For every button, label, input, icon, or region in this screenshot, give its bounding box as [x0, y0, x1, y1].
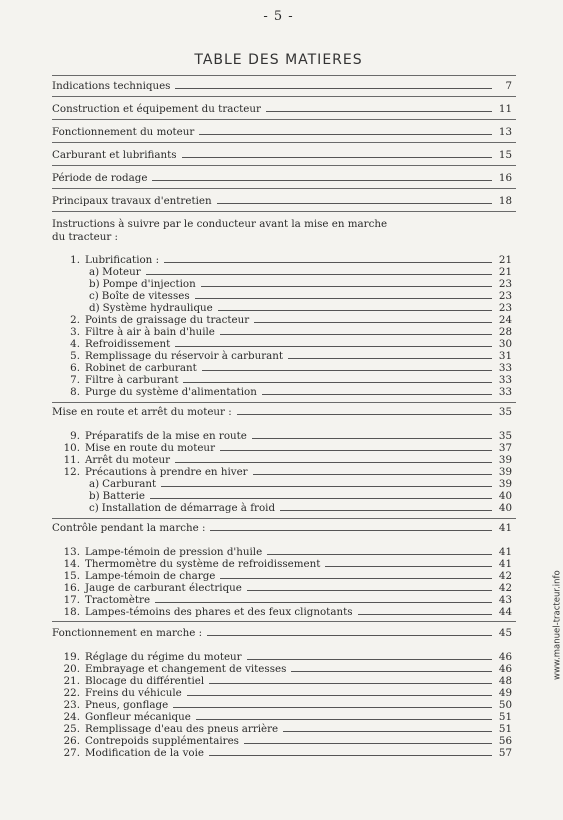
toc-entry-page: 45	[498, 627, 512, 639]
toc-section[interactable]	[52, 522, 512, 534]
sub-letter: c)	[89, 290, 99, 302]
toc-entry-label: Tractomètre	[85, 594, 151, 606]
leader-line	[164, 261, 492, 263]
toc-entry-page: 35	[498, 430, 512, 442]
toc-entry[interactable]	[52, 466, 512, 478]
toc-subentry[interactable]	[89, 266, 512, 278]
toc-entry-page: 23	[498, 290, 512, 302]
toc-entry[interactable]	[52, 723, 512, 735]
toc-subentry[interactable]	[89, 302, 512, 314]
toc-entry-page: 49	[498, 687, 512, 699]
item-number: 8.	[70, 386, 80, 398]
item-number: 15.	[63, 570, 80, 582]
toc-entry-label: Lubrification :	[85, 254, 160, 266]
toc-entry-page: 39	[498, 454, 512, 466]
toc-entry-page: 16	[498, 172, 512, 184]
toc-section-label: Contrôle pendant la marche :	[52, 522, 206, 534]
toc-subentry[interactable]	[89, 278, 512, 290]
toc-entry-page: 30	[498, 338, 512, 350]
toc-entry-label: Pompe d'injection	[102, 278, 196, 290]
toc-entry[interactable]	[52, 699, 512, 711]
item-number: 21.	[63, 675, 80, 687]
divider	[52, 211, 516, 212]
leader-line	[244, 742, 492, 744]
toc-section-label: Fonctionnement en marche :	[52, 627, 203, 639]
toc-entry-page: 51	[498, 723, 512, 735]
item-number: 17.	[63, 594, 80, 606]
toc-entry-page: 48	[498, 675, 512, 687]
intro-line: du tracteur :	[52, 231, 118, 243]
toc-entry-label: Carburant	[102, 478, 157, 490]
toc-entry-page: 33	[498, 386, 512, 398]
leader-line	[220, 449, 492, 451]
toc-entry[interactable]	[52, 386, 512, 398]
toc-entry-label: Installation de démarrage à froid	[101, 502, 276, 514]
toc-section-label: Mise en route et arrêt du moteur :	[52, 406, 232, 418]
sub-letter: a)	[89, 478, 100, 490]
leader-line	[262, 393, 492, 395]
toc-subentry[interactable]	[89, 290, 512, 302]
toc-entry-page: 46	[498, 651, 512, 663]
toc-entry-page: 24	[498, 314, 512, 326]
item-number: 9.	[70, 430, 80, 442]
leader-line	[237, 413, 492, 415]
leader-line	[253, 473, 492, 475]
leader-line	[161, 485, 492, 487]
toc-entry-page: 15	[498, 149, 512, 161]
divider	[52, 402, 516, 403]
leader-line	[196, 718, 492, 720]
leader-line	[220, 577, 492, 579]
toc-entry-label: Moteur	[102, 266, 141, 278]
toc-entry[interactable]	[52, 350, 512, 362]
item-number: 14.	[63, 558, 80, 570]
toc-entry-label: Jauge de carburant électrique	[85, 582, 242, 594]
item-number: 13.	[63, 546, 80, 558]
toc-entry-label: Lampes-témoins des phares et des feux clignotants	[85, 606, 353, 618]
toc-entry-label: Embrayage et changement de vitesses	[85, 663, 287, 675]
toc-entry[interactable]	[52, 747, 512, 759]
toc-entry-page: 57	[498, 747, 512, 759]
toc-entry-page: 13	[498, 126, 512, 138]
leader-line	[283, 730, 492, 732]
leader-line	[210, 529, 492, 531]
toc-entry[interactable]	[52, 546, 512, 558]
toc-entry[interactable]	[52, 254, 512, 266]
toc-entry-label: Indications techniques	[52, 80, 171, 92]
divider	[52, 188, 516, 189]
toc-entry[interactable]	[52, 172, 512, 184]
toc-entry[interactable]	[52, 594, 512, 606]
item-number: 25.	[63, 723, 80, 735]
leader-line	[247, 658, 492, 660]
item-number: 11.	[63, 454, 80, 466]
toc-entry-label: Modification de la voie	[85, 747, 205, 759]
toc-entry-label: Réglage du régime du moteur	[85, 651, 242, 663]
toc-entry-label: Fonctionnement du moteur	[52, 126, 195, 138]
leader-line	[217, 202, 492, 204]
divider	[52, 165, 516, 166]
toc-entry[interactable]	[52, 570, 512, 582]
leader-line	[195, 297, 492, 299]
toc-entry-label: Arrêt du moteur	[85, 454, 171, 466]
toc-entry[interactable]	[52, 326, 512, 338]
toc-entry-page: 51	[498, 711, 512, 723]
toc-entry-label: Filtre à air à bain d'huile	[85, 326, 215, 338]
toc-entry-page: 33	[498, 362, 512, 374]
toc-entry[interactable]	[52, 663, 512, 675]
toc-entry-label: Thermomètre du système de refroidissement	[85, 558, 321, 570]
toc-entry[interactable]	[52, 149, 512, 161]
leader-line	[291, 670, 492, 672]
toc-entry-page: 40	[498, 490, 512, 502]
item-number: 22.	[63, 687, 80, 699]
toc-entry-label: Carburant et lubrifiants	[52, 149, 177, 161]
toc-entry-page: 33	[498, 374, 512, 386]
leader-line	[187, 694, 492, 696]
sub-letter: d)	[89, 302, 100, 314]
toc-entry-label: Pneus, gonflage	[85, 699, 169, 711]
toc-entry-label: Préparatifs de la mise en route	[85, 430, 247, 442]
toc-entry[interactable]	[52, 606, 512, 618]
toc-subentry[interactable]	[89, 490, 512, 502]
toc-section[interactable]	[52, 627, 512, 639]
divider	[52, 96, 516, 97]
toc-entry-label: Freins du véhicule	[85, 687, 182, 699]
item-number: 10.	[63, 442, 80, 454]
toc-entry[interactable]	[52, 711, 512, 723]
toc-entry[interactable]	[52, 687, 512, 699]
leader-line	[280, 509, 492, 511]
leader-line	[358, 613, 492, 615]
item-number: 18.	[63, 606, 80, 618]
leader-line	[267, 553, 492, 555]
intro-line: Instructions à suivre par le conducteur avant la mise en marche	[52, 218, 388, 230]
toc-entry-label: Précautions à prendre en hiver	[85, 466, 248, 478]
item-number: 24.	[63, 711, 80, 723]
toc-entry[interactable]	[52, 582, 512, 594]
leader-line	[218, 309, 492, 311]
toc-entry-label: Lampe-témoin de pression d'huile	[85, 546, 263, 558]
item-number: 16.	[63, 582, 80, 594]
item-number: 23.	[63, 699, 80, 711]
leader-line	[202, 369, 492, 371]
toc-entry[interactable]	[52, 314, 512, 326]
toc-entry-page: 41	[498, 522, 512, 534]
toc-entry-label: Purge du système d'alimentation	[85, 386, 257, 398]
toc-entry[interactable]	[52, 454, 512, 466]
item-number: 26.	[63, 735, 80, 747]
toc-entry-page: 41	[498, 546, 512, 558]
toc-entry-page: 7	[505, 80, 512, 92]
toc-entry[interactable]	[52, 675, 512, 687]
toc-entry-page: 37	[498, 442, 512, 454]
toc-entry-page: 46	[498, 663, 512, 675]
toc-entry-page: 41	[498, 558, 512, 570]
toc-entry-page: 50	[498, 699, 512, 711]
toc-entry-page: 23	[498, 302, 512, 314]
leader-line	[183, 381, 492, 383]
toc-entry[interactable]	[52, 558, 512, 570]
leader-line	[201, 285, 492, 287]
toc-entry-page: 40	[498, 502, 512, 514]
toc-entry-label: Points de graissage du tracteur	[85, 314, 250, 326]
toc-entry[interactable]	[52, 374, 512, 386]
toc-section[interactable]	[52, 406, 512, 418]
toc-entry-label: Boîte de vitesses	[101, 290, 190, 302]
toc-subentry[interactable]	[89, 478, 512, 490]
toc-entry-label: Remplissage du réservoir à carburant	[85, 350, 284, 362]
toc-entry[interactable]	[52, 338, 512, 350]
leader-line	[199, 133, 492, 135]
item-number: 19.	[63, 651, 80, 663]
toc-entry-page: 39	[498, 466, 512, 478]
toc-entry-page: 43	[498, 594, 512, 606]
toc-entry-label: Période de rodage	[52, 172, 148, 184]
leader-line	[220, 333, 492, 335]
leader-line	[182, 156, 492, 158]
item-number: 4.	[70, 338, 80, 350]
leader-line	[254, 321, 492, 323]
toc-entry-label: Batterie	[102, 490, 145, 502]
toc-entry[interactable]	[52, 103, 512, 115]
page-title: TABLE DES MATIERES	[194, 52, 363, 68]
leader-line	[209, 754, 492, 756]
item-number: 7.	[70, 374, 80, 386]
toc-entry-page: 21	[498, 266, 512, 278]
toc-entry[interactable]	[52, 195, 512, 207]
item-number: 1.	[70, 254, 80, 266]
toc-entry-label: Remplissage d'eau des pneus arrière	[85, 723, 279, 735]
toc-entry-page: 39	[498, 478, 512, 490]
divider	[52, 142, 516, 143]
toc-entry-page: 23	[498, 278, 512, 290]
toc-entry-label: Lampe-témoin de charge	[85, 570, 216, 582]
toc-entry[interactable]	[52, 126, 512, 138]
leader-line	[155, 601, 492, 603]
leader-line	[266, 110, 492, 112]
divider	[52, 518, 516, 519]
toc-entry[interactable]	[52, 430, 512, 442]
toc-entry-label: Construction et équipement du tracteur	[52, 103, 261, 115]
toc-entry-page: 35	[498, 406, 512, 418]
sub-letter: b)	[89, 278, 100, 290]
divider	[52, 75, 516, 76]
leader-line	[207, 634, 492, 636]
leader-line	[152, 179, 492, 181]
toc-entry[interactable]	[52, 80, 512, 92]
toc-entry-label: Robinet de carburant	[85, 362, 197, 374]
toc-entry[interactable]	[52, 362, 512, 374]
instructions-intro	[52, 218, 472, 244]
toc-entry-page: 18	[498, 195, 512, 207]
divider	[52, 621, 516, 622]
toc-subentry[interactable]	[89, 502, 512, 514]
leader-line	[288, 357, 492, 359]
toc-entry[interactable]	[52, 442, 512, 454]
toc-entry-label: Mise en route du moteur	[85, 442, 215, 454]
leader-line	[175, 345, 492, 347]
sub-letter: b)	[89, 490, 100, 502]
toc-entry-label: Gonfleur mécanique	[85, 711, 191, 723]
toc-entry-page: 44	[498, 606, 512, 618]
item-number: 2.	[70, 314, 80, 326]
watermark-text: www.manuel-tracteur.info	[553, 570, 563, 680]
leader-line	[209, 682, 492, 684]
toc-entry-page: 11	[498, 103, 512, 115]
leader-line	[150, 497, 492, 499]
leader-line	[252, 437, 492, 439]
toc-entry[interactable]	[52, 651, 512, 663]
item-number: 27.	[63, 747, 80, 759]
page-number: - 5 -	[263, 9, 294, 24]
toc-entry[interactable]	[52, 735, 512, 747]
leader-line	[247, 589, 492, 591]
toc-entry-page: 42	[498, 570, 512, 582]
toc-entry-page: 42	[498, 582, 512, 594]
toc-entry-page: 31	[498, 350, 512, 362]
item-number: 3.	[70, 326, 80, 338]
leader-line	[173, 706, 492, 708]
item-number: 6.	[70, 362, 80, 374]
leader-line	[146, 273, 492, 275]
item-number: 20.	[63, 663, 80, 675]
item-number: 12.	[63, 466, 80, 478]
toc-entry-label: Contrepoids supplémentaires	[85, 735, 239, 747]
toc-entry-label: Système hydraulique	[102, 302, 213, 314]
leader-line	[325, 565, 492, 567]
toc-entry-label: Refroidissement	[85, 338, 171, 350]
toc-entry-page: 56	[498, 735, 512, 747]
item-number: 5.	[70, 350, 80, 362]
leader-line	[175, 461, 492, 463]
toc-entry-label: Blocage du différentiel	[85, 675, 205, 687]
divider	[52, 119, 516, 120]
leader-line	[175, 87, 492, 89]
sub-letter: c)	[89, 502, 99, 514]
toc-entry-page: 21	[498, 254, 512, 266]
sub-letter: a)	[89, 266, 100, 278]
toc-entry-page: 28	[498, 326, 512, 338]
toc-entry-label: Principaux travaux d'entretien	[52, 195, 212, 207]
toc-entry-label: Filtre à carburant	[85, 374, 179, 386]
